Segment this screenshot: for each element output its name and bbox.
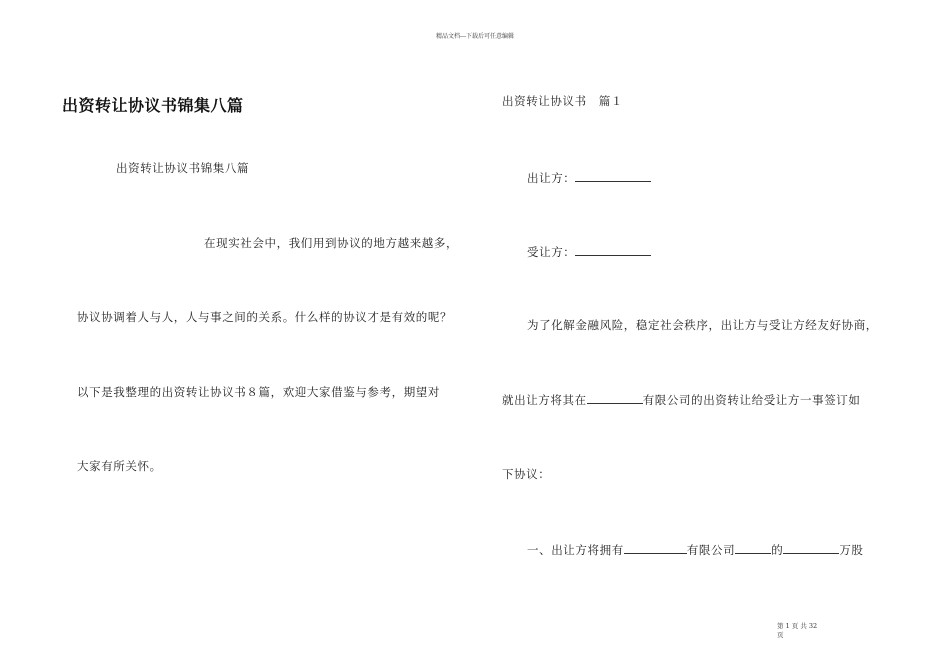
clause-1-company-suffix: 有限公司 <box>686 543 736 557</box>
clause-1-start: 一、出让方将拥有 <box>527 543 624 557</box>
paragraph-1-line-2 <box>502 392 861 407</box>
transferee-blank <box>575 244 651 256</box>
header-note: 精品文档---下载后可任意编辑 <box>435 33 515 40</box>
company-name-blank <box>587 392 643 404</box>
document-title: 出资转让协议书锦集八篇 <box>62 96 244 115</box>
intro-line-2: 协议协调着人与人，人与事之间的关系。什么样的协议才是有效的呢？ <box>77 310 453 324</box>
paragraph-1-line-2-start: 就出让方将其在 <box>502 393 587 407</box>
intro-line-3: 以下是我整理的出资转让协议书８篇，欢迎大家借鉴与参考，期望对 <box>77 385 440 399</box>
transferor-label: 出让方： <box>527 171 576 185</box>
intro-line-4: 大家有所关怀。 <box>77 459 162 473</box>
section-heading: 出资转让协议书 篇１ <box>502 94 623 108</box>
clause-1-of: 的 <box>771 543 784 557</box>
intro-line-1: 在现实社会中，我们用到协议的地方越来越多， <box>204 236 459 250</box>
transferee-label: 受让方： <box>527 245 576 259</box>
clause-1-shares-unit: 万股 <box>839 543 864 557</box>
clause-1-shares-blank <box>783 542 839 554</box>
transferor-blank <box>575 170 651 182</box>
page-number-line-2: 页 <box>777 631 784 639</box>
transferee-line <box>527 244 651 259</box>
page-number <box>777 622 817 640</box>
paragraph-1-line-1: 为了化解金融风险，稳定社会秩序，出让方与受让方经友好协商， <box>527 318 878 332</box>
page-number-line-1: 第 1 页 共 32 <box>777 622 818 630</box>
transferor-line <box>527 170 651 185</box>
clause-1-line <box>527 542 864 557</box>
document-subtitle: 出资转让协议书锦集八篇 <box>116 161 250 175</box>
clause-1-company-blank <box>624 542 687 554</box>
clause-1-amount-blank <box>735 542 771 554</box>
paragraph-1-line-2-end: 有限公司的出资转让给受让方一事签订如 <box>642 393 861 407</box>
paragraph-1-line-3: 下协议： <box>502 467 551 481</box>
